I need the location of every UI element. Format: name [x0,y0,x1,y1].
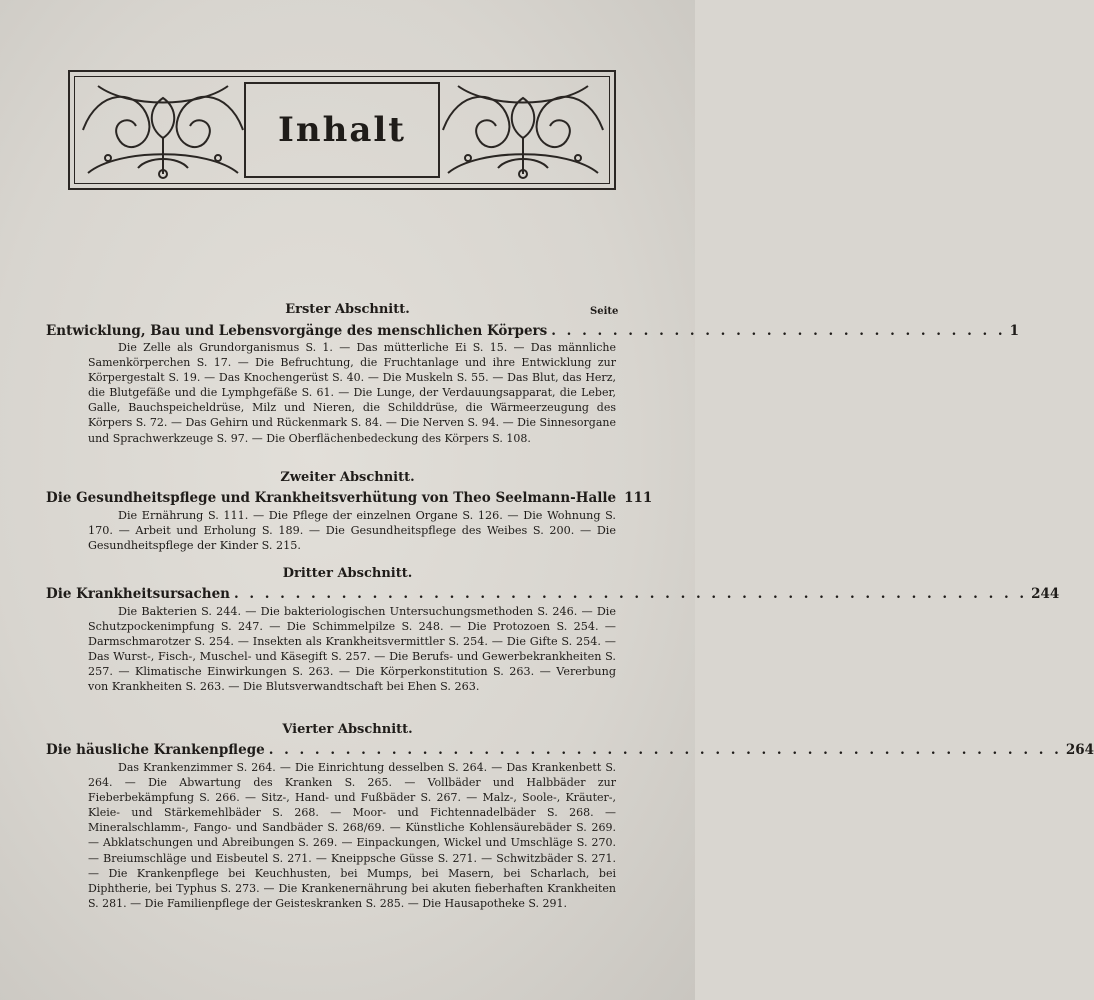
leader-dots: . . . . . . . . . . . . . . . . . . . . . . . . . . . . . . . . . . . . . . . . . . . . . . . . . . . . [233,586,1028,602]
section-page-number: 264 [1065,742,1094,758]
section-title: Entwicklung, Bau und Lebensvorgänge des menschlichen Körpers [46,323,548,339]
section-contents: Die Ernährung S. 111. — Die Pflege der einzelnen Organe S. 126. — Die Wohnung S. 170. — Arbeit und Erholung S. 189. — Die Gesundheitspflege des Weibes S. 200. — Die Gesundheitspflege der Kinder S. 215. [88,509,616,553]
section-title: Die Krankheitsursachen [46,586,230,602]
leader-dots: . . . . . . . . . . . . . . . . . . . . . . . . . . . . . . . . . . . . . . . . . . . . . . . . . . . . [268,742,1062,758]
section-heading: Erster Abschnitt. [285,302,410,317]
title-box [244,82,440,178]
floral-ornament-right [438,78,608,182]
section-page-number: 244 [1031,586,1060,602]
section-heading: Dritter Abschnitt. [282,566,413,581]
leader-dots: . . . . . . . . . . . . . . . . . . . . . . . . . . . . . . [551,323,1006,339]
section-title: Die häusliche Krankenpflege [46,742,265,758]
section-page-number: 111 [624,490,653,506]
section-contents: Die Zelle als Grundorganismus S. 1. — Das mütterliche Ei S. 15. — Das männliche Samenkörperchen S. 17. — Die Befruchtung, die Fruchtanlage und ihre Entwicklung zur Körpergestalt S. 19. — Das Knochengerüst S. 40. — Die Muskeln S. 55. — Das Blut, das Herz, die Blutgefäße und die Lymphgefäße S. 61. — Die Lunge, der Verdauungsapparat, die Leber, Galle, Bauchspeicheldrüse, Milz und Nieren, die Schilddrüse, die Wärmeerzeugung des Körpers S. 72. — Das Gehirn und Rückenmark S. 84. — Die Nerven S. 94. — Die Sinnesorgane und Sprachwerkzeuge S. 97. — Die Oberflächenbedeckung des Körpers S. 108. [88,341,616,445]
section-title: Die Gesundheitspflege und Krankheitsverhütung von Theo Seelmann-Halle [46,490,617,506]
section-heading: Vierter Abschnitt. [282,722,413,737]
seite-column-label: Seite [590,306,619,317]
section-contents: Die Bakterien S. 244. — Die bakteriologischen Untersuchungsmethoden S. 246. — Die Schutzpockenimpfung S. 247. — Die Schimmelpilze S. 248. — Die Protozoen S. 254. — Darmschmarotzer S. 254. — Insekten als Krankheitsvermittler S. 254. — Die Gifte S. 254. — Das Wurst-, Fisch-, Muschel- und Käsegift S. 257. — Die Berufs- und Gewerbekrankheiten S. 257. — Klimatische Einwirkungen S. 263. — Die Körperkonstitution S. 263. — Vererbung von Krankheiten S. 263. — Die Blutsverwandtschaft bei Ehen S. 263. [88,605,616,694]
section-contents: Das Krankenzimmer S. 264. — Die Einrichtung desselben S. 264. — Das Krankenbett S. 264. — Die Abwartung des Kranken S. 265. — Vollbäder und Halbbäder zur Fieberbekämpfung S. 266. — Sitz-, Hand- und Fußbäder S. 267. — Malz-, Soole-, Kräuter-, Kleie- und Stärkemehlbäder S. 268. — Moor- und Fichtennadelbäder S. 268. — Mineralschlamm-, Fango- und Sandbäder S. 268/69. — Künstliche Kohlensäurebäder S. 269. — Abklatschungen und Abreibungen S. 269. — Einpackungen, Wickel und Umschläge S. 270. — Breiumschläge und Eisbeutel S. 271. — Kneippsche Güsse S. 271. — Schwitzbäder S. 271. — Die Krankenpflege bei Keuchhusten, bei Mumps, bei Masern, bei Scharlach, bei Diphtherie, bei Typhus S. 273. — Die Krankenernährung bei akuten fieberhaften Krankheiten S. 281. — Die Familienpflege der Geisteskranken S. 285. — Die Hausapotheke S. 291. [88,761,616,910]
section-page-number: 1 [1009,323,1019,339]
section-title-line [46,490,653,508]
section-title-line [46,586,1060,604]
floral-ornament-left [78,78,248,182]
page-title: Inhalt [278,110,406,150]
section-title-line [46,323,1019,341]
section-heading: Zweiter Abschnitt. [280,470,415,485]
section-title-line [46,742,1094,760]
